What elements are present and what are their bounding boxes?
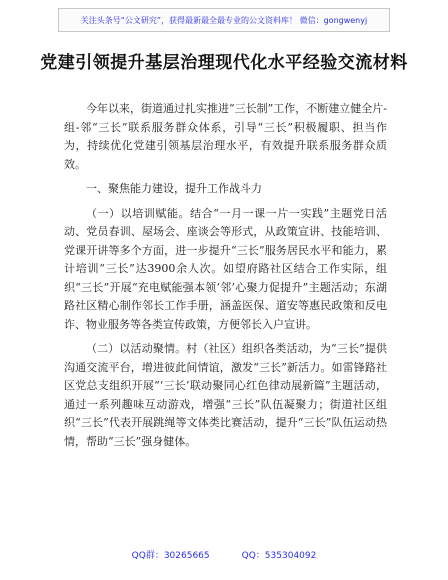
top-banner [58,8,390,32]
activity-paragraph: （二）以活动聚情。村（社区）组织各类活动，为“三长”提供沟通交流平台，增进彼此间情谊，激发“三长”新活力。如雷锋路社区党总支组织开展“‘三长’联动聚同心红色律动展新篇”主题活动，通过一系列趣味互动游戏，增强“三长”队伍凝聚力；街道社区组织“三长”代表开展跳绳等文体类比赛活动，提升“三长”队伍运动热情，帮助“三长”强身健体。 [64,342,387,448]
qq-text: QQ：535304092 [241,551,317,561]
training-paragraph: （一）以培训赋能。结合“一月一课一片一实践”主题党日活动、党员春训、屋场会、座谈会等形式，从政策宣讲、技能培训、党课开讲等多个方面，进一步提升“三长”服务居民水平和能力，累计培训“三长”达3900余人次。如望府路社区结合工作实际，组织“三长”开展“充电赋能强本领‘邻’心聚力促提升”主题活动；东湖路社区精心制作邻长工作手册，涵盖医保、道安等惠民政策和反电诈、物业服务等各类宣传政策，方便邻长入户宣讲。 [64,206,387,331]
qq-group-text: QQ群：30265665 [131,551,210,561]
section-heading: 一、聚焦能力建设，提升工作战斗力 [86,182,262,195]
banner-text: 关注头条号“公文研究”，获得最新最全最专业的公文资料库！ 微信：gongwenyj [80,15,368,25]
intro-paragraph: 今年以来，街道通过扎实推进“三长制”工作，不断建立健全片-组-邻“三长”联系服务群众体系，引导“三长”积极履职、担当作为，持续优化党建引领基层治理水平，有效提升联系服务群众质效。 [64,102,387,171]
footer-contact [0,548,448,561]
document-body [64,100,387,451]
document-title: 党建引领提升基层治理现代化水平经验交流材料 [40,53,408,73]
